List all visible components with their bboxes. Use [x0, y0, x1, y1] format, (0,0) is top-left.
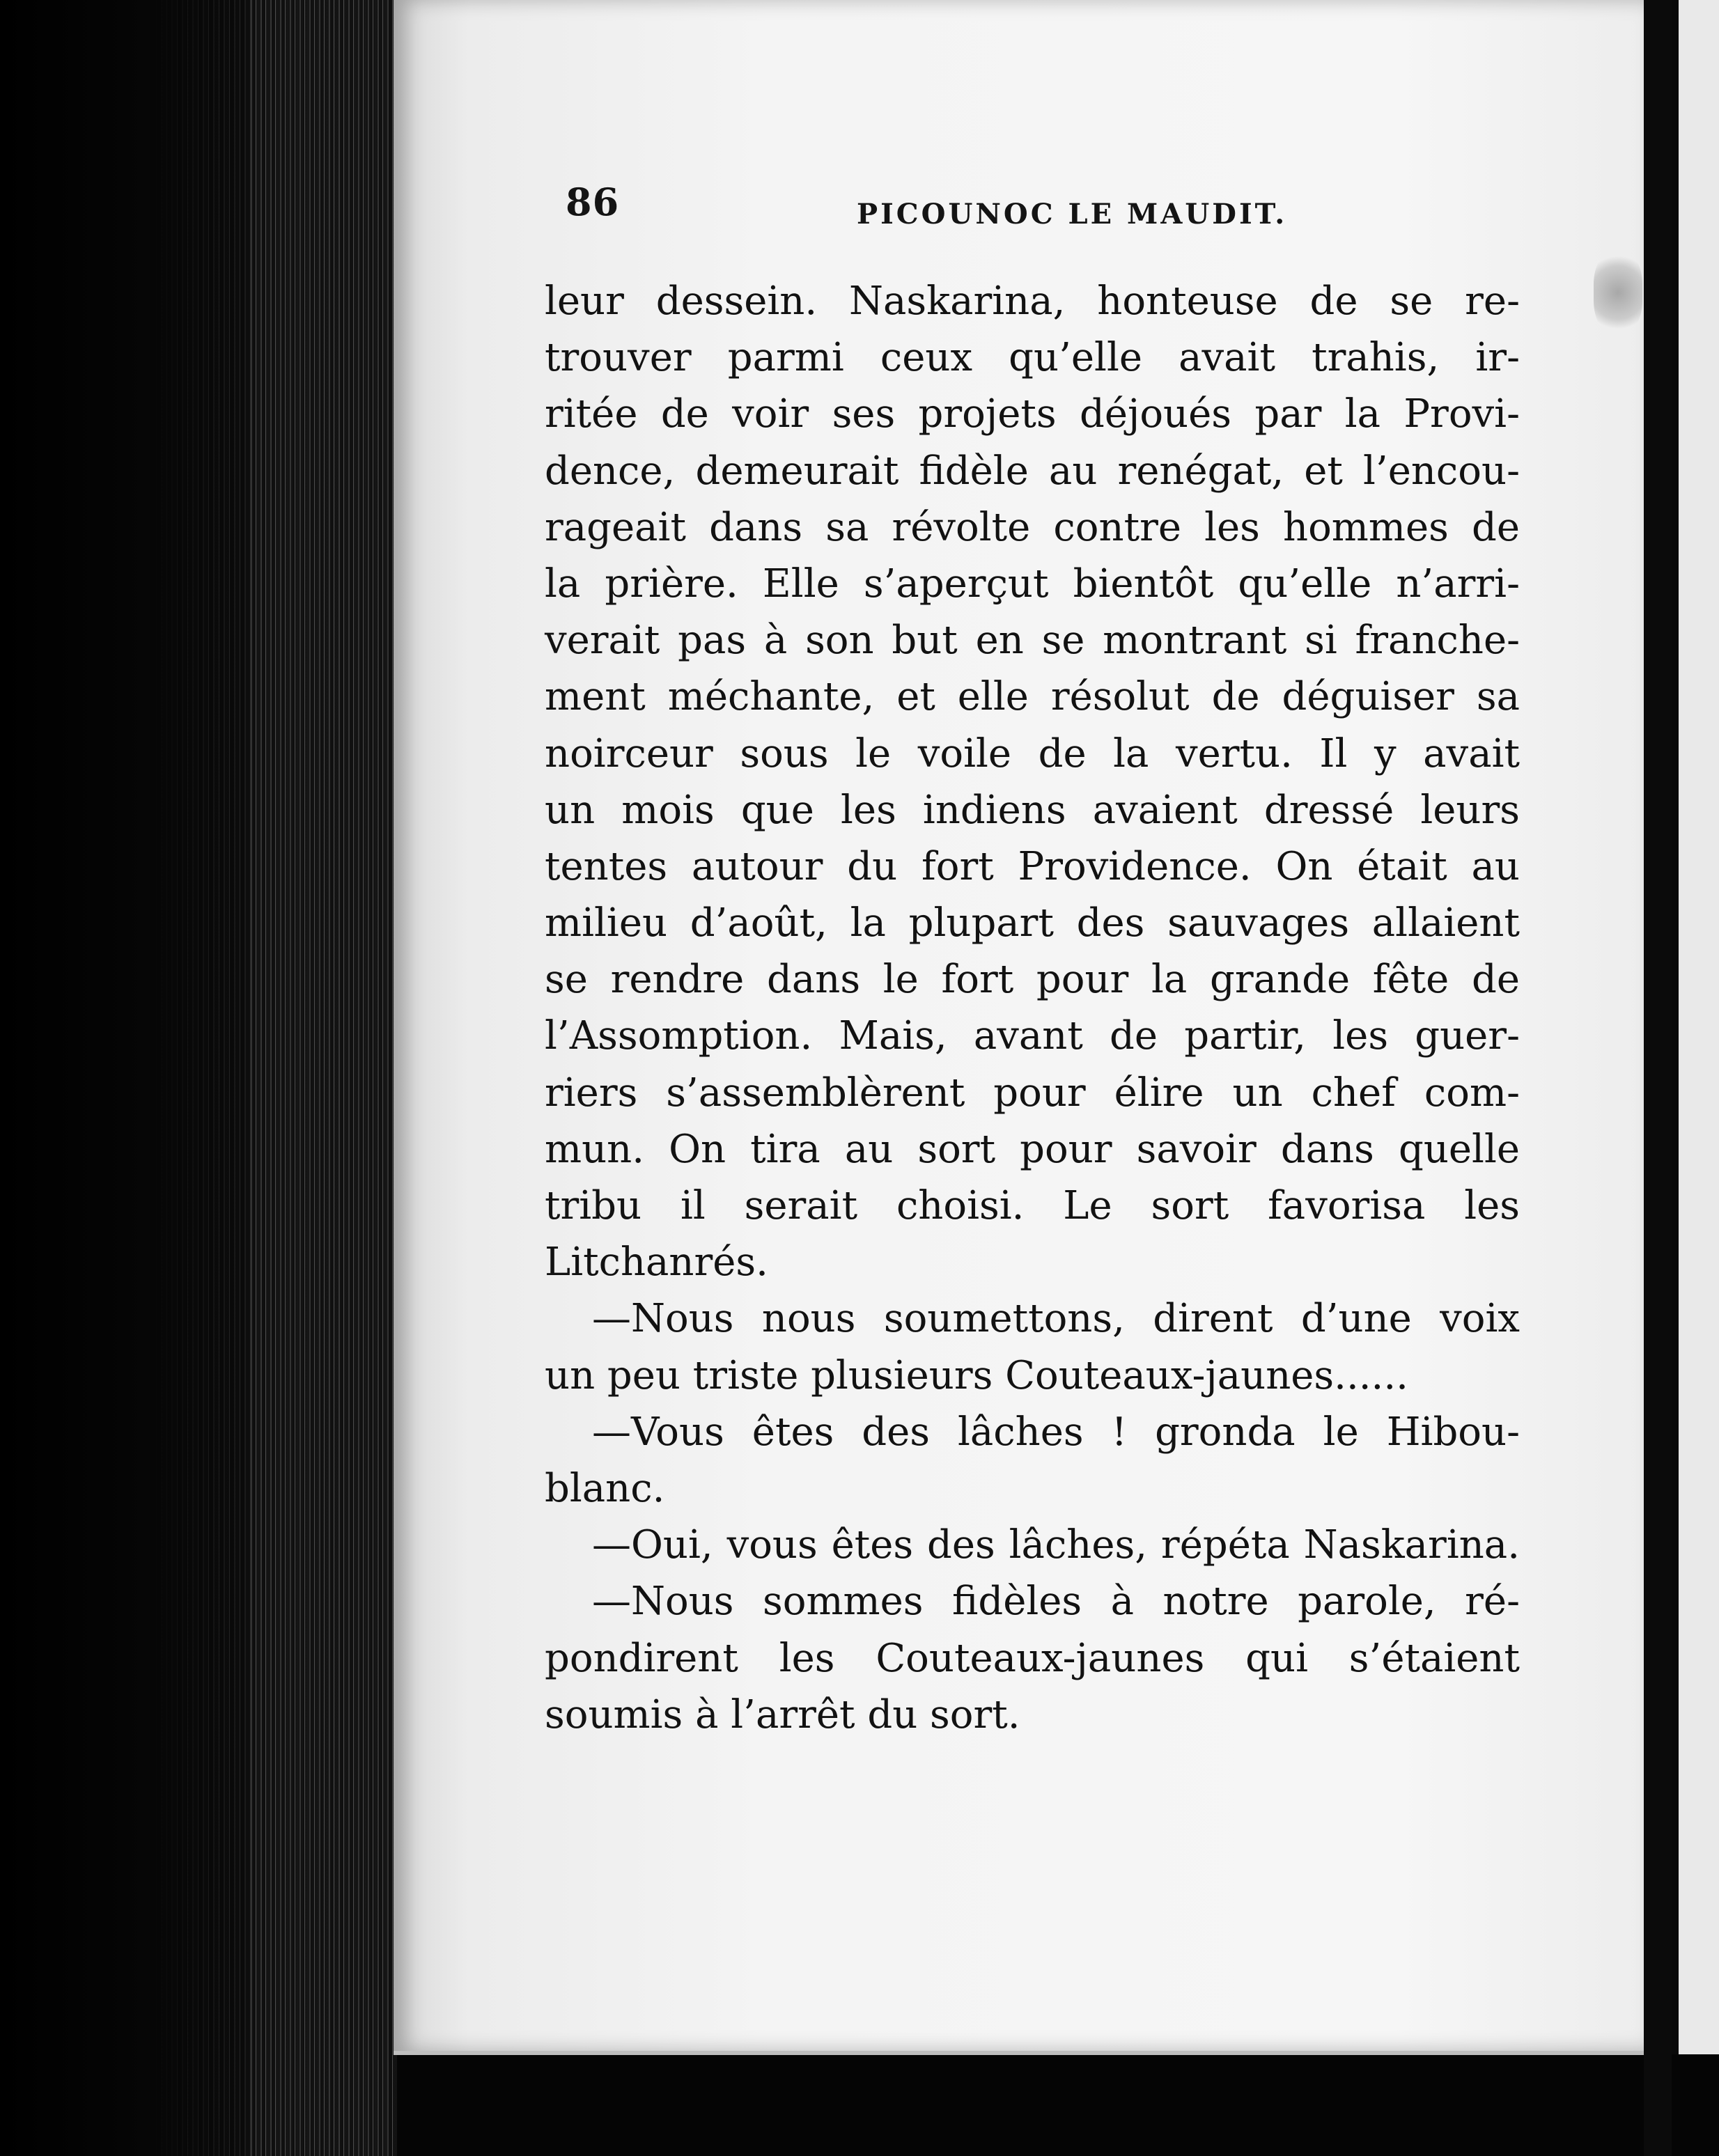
text-line: dence, demeurait fidèle au renégat, et l’encou- — [545, 448, 1520, 494]
text-line: Litchanrés. — [545, 1240, 768, 1286]
text-line: soumis à l’arrêt du sort. — [545, 1692, 1020, 1737]
next-page-edge — [1672, 0, 1719, 2054]
text-line: leur dessein. Naskarina, honteuse de se re- — [545, 279, 1520, 324]
text-line: tribu il serait choisi. Le sort favorisa les — [545, 1183, 1520, 1228]
binding-shadow — [0, 0, 251, 2156]
text-line: noirceur sous le voile de la vertu. Il y avait — [545, 731, 1520, 776]
text-line: blanc. — [545, 1465, 665, 1511]
dialogue-line: —Nous sommes fidèles à notre parole, ré- — [592, 1579, 1520, 1625]
dialogue-line: —Nous nous soumettons, dirent d’une voix — [592, 1296, 1520, 1342]
page-number: 86 — [566, 180, 620, 224]
text-line: ritée de voir ses projets déjoués par la Provi- — [545, 391, 1520, 437]
dialogue-line: —Vous êtes des lâches ! gronda le Hibou- — [592, 1409, 1520, 1455]
paper-stain — [1594, 251, 1642, 334]
gutter-right — [1644, 0, 1672, 2156]
text-line: mun. On tira au sort pour savoir dans quelle — [545, 1126, 1520, 1172]
text-line: trouver parmi ceux qu’elle avait trahis, ir- — [545, 335, 1520, 381]
text-line: se rendre dans le fort pour la grande fête de — [545, 957, 1520, 1003]
text-line: ment méchante, et elle résolut de déguiser sa — [545, 674, 1520, 720]
text-line: pondirent les Couteaux-jaunes qui s’étaient — [545, 1635, 1520, 1681]
text-line: un mois que les indiens avaient dressé leurs — [545, 787, 1520, 833]
running-head: PICOUNOC LE MAUDIT. — [857, 198, 1288, 231]
text-line: un peu triste plusieurs Couteaux-jaunes...... — [545, 1352, 1408, 1398]
text-line: riers s’assemblèrent pour élire un chef com- — [545, 1070, 1520, 1116]
text-line: rageait dans sa révolte contre les hommes de — [545, 504, 1520, 550]
text-line: la prière. Elle s’aperçut bientôt qu’elle n’arri- — [545, 561, 1520, 607]
text-line: tentes autour du fort Providence. On était au — [545, 843, 1520, 889]
page-edges — [251, 0, 397, 2156]
dialogue-line: —Oui, vous êtes des lâches, répéta Naskarina. — [592, 1522, 1520, 1568]
text-line: milieu d’août, la plupart des sauvages allaient — [545, 900, 1520, 946]
text-line: verait pas à son but en se montrant si franche- — [545, 618, 1520, 664]
page-body — [545, 273, 1520, 1743]
text-line: l’Assomption. Mais, avant de partir, les guer- — [545, 1013, 1520, 1059]
